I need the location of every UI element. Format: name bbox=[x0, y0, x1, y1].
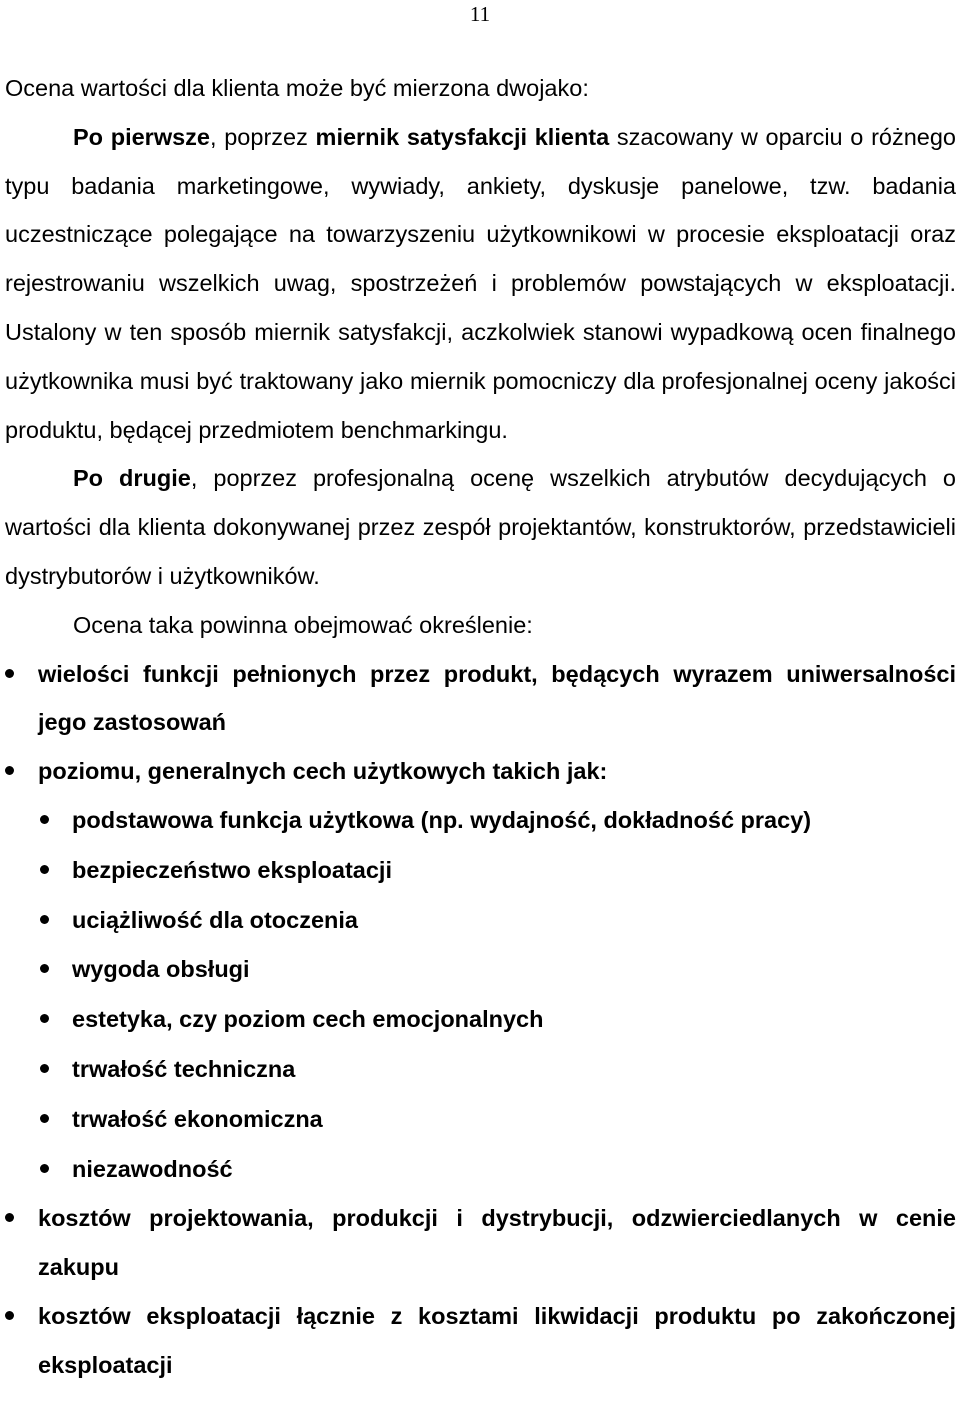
list-item-text: kosztów projektowania, produkcji i dystrybucji, odzwierciedlanych w cenie zakupu bbox=[38, 1205, 956, 1281]
list-item-text: poziomu, generalnych cech użytkowych takich jak: bbox=[38, 758, 608, 785]
list-item-text: kosztów eksploatacji łącznie z kosztami likwidacji produktu po zakończonej eksploatacji bbox=[38, 1302, 956, 1378]
sub-list-item bbox=[5, 1095, 956, 1145]
sub-list-item-text: trwałość techniczna bbox=[72, 1055, 296, 1082]
bullet-icon bbox=[40, 915, 49, 924]
bullet-icon bbox=[40, 815, 49, 824]
second-method-text: , poprzez profesjonalną ocenę wszelkich atrybutów decydujących o wartości dla klienta dokonywanej przez zespół projektantów, konstruktorów, przedstawicieli dystrybutorów i użytkowników. bbox=[5, 465, 956, 589]
second-method-lead: Po drugie bbox=[73, 465, 191, 492]
intro-paragraph: Ocena wartości dla klienta może być mierzona dwojako: bbox=[5, 75, 589, 101]
sub-list-item bbox=[5, 1045, 956, 1095]
sub-list-item-text: niezawodność bbox=[72, 1155, 233, 1182]
bullet-icon bbox=[40, 1014, 49, 1023]
first-method-text-a: , poprzez bbox=[210, 123, 316, 150]
first-method-paragraph bbox=[5, 113, 956, 455]
sub-list-item-text: estetyka, czy poziom cech emocjonalnych bbox=[72, 1006, 544, 1033]
assessment-criteria-list bbox=[5, 650, 956, 1390]
sub-list-item-text: uciążliwość dla otoczenia bbox=[72, 906, 358, 933]
document-body bbox=[5, 64, 956, 1390]
sub-list-item bbox=[5, 995, 956, 1045]
bullet-icon bbox=[40, 1114, 49, 1123]
sub-list-item bbox=[5, 896, 956, 946]
customer-satisfaction-term: miernik satysfakcji klienta bbox=[315, 123, 610, 150]
bullet-icon bbox=[40, 1164, 49, 1173]
bullet-icon bbox=[40, 865, 49, 874]
list-item bbox=[5, 650, 956, 748]
sub-list-item-text: wygoda obsługi bbox=[72, 956, 250, 983]
list-item-text: wielości funkcji pełnionych przez produkt, będących wyrazem uniwersalności jego zastosowań bbox=[38, 660, 956, 736]
bullet-icon bbox=[5, 1213, 14, 1222]
first-method-text-b: szacowany w oparciu o różnego typu badania marketingowe, wywiady, ankiety, dyskusje panelowe, tzw. badania uczestniczące polegające na towarzyszeniu użytkownikowi w procesie eksploatacji oraz rejestrowaniu wszelkich uwag, spostrzeżeń i problemów powstających w eksploatacji. Ustalony w ten sposób miernik satysfakcji, aczkolwiek stanowi wypadkową ocen finalnego użytkownika musi być traktowany jako miernik pomocniczy dla profesjonalnej oceny jakości produktu, będącej przedmiotem benchmarkingu. bbox=[5, 123, 957, 443]
sub-list-item-text: bezpieczeństwo eksploatacji bbox=[72, 856, 392, 883]
second-method-paragraph bbox=[5, 454, 956, 600]
list-item bbox=[5, 1292, 956, 1390]
sub-list-item bbox=[5, 945, 956, 995]
sub-list-item-text: trwałość ekonomiczna bbox=[72, 1105, 323, 1132]
sub-list-item bbox=[5, 846, 956, 896]
bullet-icon bbox=[5, 1311, 14, 1320]
first-method-lead: Po pierwsze bbox=[73, 123, 210, 150]
sub-list-item-text: podstawowa funkcja użytkowa (np. wydajność, dokładność pracy) bbox=[72, 806, 812, 833]
list-intro: Ocena taka powinna obejmować określenie: bbox=[73, 611, 533, 638]
bullet-icon bbox=[5, 669, 14, 678]
usability-features-list bbox=[38, 796, 956, 1194]
bullet-icon bbox=[40, 964, 49, 973]
bullet-icon bbox=[5, 766, 14, 775]
bullet-icon bbox=[40, 1064, 49, 1073]
sub-list-item bbox=[5, 1145, 956, 1195]
sub-list-item bbox=[5, 796, 956, 846]
page-number: 11 bbox=[469, 2, 491, 26]
list-item bbox=[5, 1194, 956, 1292]
list-item bbox=[5, 747, 956, 1194]
